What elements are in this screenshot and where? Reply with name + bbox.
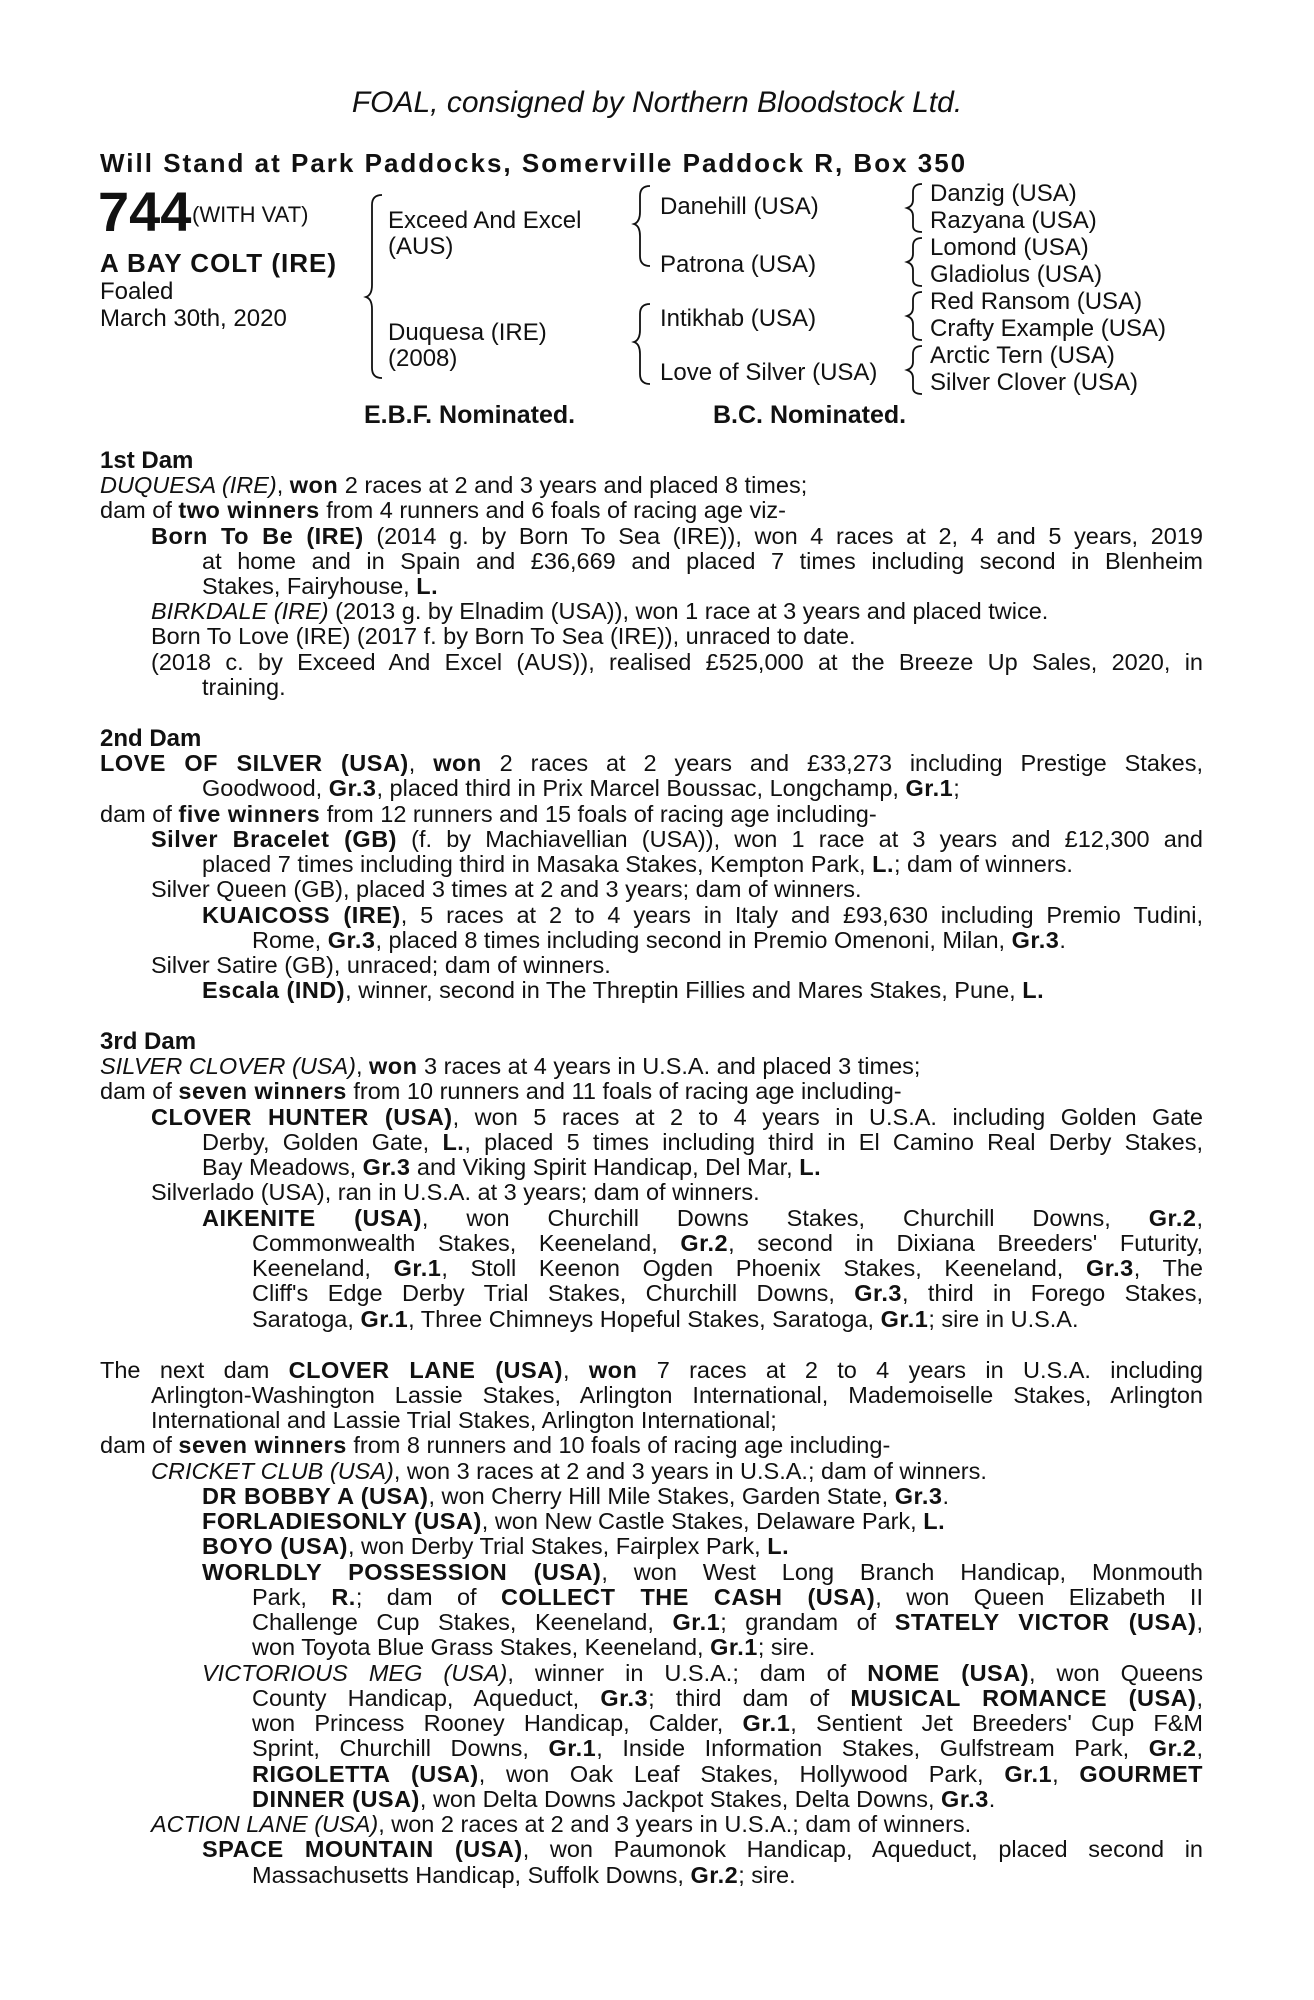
text-run: Silver Bracelet (GB) bbox=[151, 826, 398, 852]
text-run: , third in Forego Stakes, bbox=[902, 1280, 1203, 1306]
text-run: dam of bbox=[100, 1078, 179, 1104]
text-run: Gr.3 bbox=[1085, 1255, 1134, 1281]
text-run: Commonwealth Stakes, Keeneland, bbox=[252, 1230, 681, 1256]
text-run: ; bbox=[953, 775, 960, 801]
text-run: , won 3 races at 2 and 3 years in U.S.A.; dam of winners. bbox=[393, 1458, 987, 1484]
text-run: , won 5 races at 2 to 4 years in U.S.A. including Golden Gate bbox=[452, 1104, 1203, 1130]
text-run: GOURMET bbox=[1079, 1761, 1204, 1787]
ggp-2: Razyana (USA) bbox=[930, 207, 1097, 234]
text-run: dam of bbox=[100, 497, 179, 523]
text-run: 7 races at 2 to 4 years in U.S.A. including bbox=[637, 1357, 1204, 1383]
text-run: , placed third in Prix Marcel Boussac, Longchamp, bbox=[376, 775, 906, 801]
text-run: Challenge Cup Stakes, Keeneland, bbox=[252, 1609, 673, 1635]
text-run: , bbox=[1196, 1609, 1204, 1635]
progeny-line bbox=[252, 1762, 1203, 1787]
progeny-line bbox=[202, 1484, 949, 1509]
text-run: Silver Queen (GB), placed 3 times at 2 and 3 years; dam of winners. bbox=[151, 876, 862, 902]
sire-sire-name: Danehill (USA) bbox=[660, 193, 819, 220]
progeny-line bbox=[252, 1686, 1203, 1711]
text-run: Keeneland, bbox=[252, 1255, 394, 1281]
text-run: Gr.1 bbox=[1004, 1761, 1053, 1787]
progeny-line bbox=[151, 827, 1203, 852]
text-run: Gr.3 bbox=[362, 1154, 411, 1180]
text-run: L. bbox=[799, 1154, 822, 1180]
text-run: Gr.3 bbox=[941, 1786, 989, 1812]
text-run: Silverlado (USA), ran in U.S.A. at 3 years; dam of winners. bbox=[151, 1179, 760, 1205]
progeny-line bbox=[151, 624, 856, 649]
text-run: won bbox=[433, 750, 482, 776]
dam-line bbox=[202, 776, 960, 801]
sire-dam-name: Patrona (USA) bbox=[660, 251, 817, 278]
text-run: Cliff's Edge Derby Trial Stakes, Churchill Downs, bbox=[252, 1280, 855, 1306]
text-run: STATELY VICTOR (USA) bbox=[894, 1609, 1197, 1635]
text-run: Gr.3 bbox=[854, 1280, 902, 1306]
text-run: won bbox=[588, 1357, 638, 1383]
text-run: 3 races at 4 years in U.S.A. and placed 3 times; bbox=[417, 1053, 921, 1079]
dam-name: Duquesa (IRE) bbox=[388, 319, 547, 346]
text-run: Gr.3 bbox=[600, 1685, 649, 1711]
sire-country: (AUS) bbox=[388, 233, 454, 260]
text-run: Gr.2 bbox=[680, 1230, 729, 1256]
ggp-6: Crafty Example (USA) bbox=[930, 315, 1167, 342]
text-run: VICTORIOUS MEG (USA) bbox=[202, 1660, 508, 1686]
text-run: L. bbox=[1022, 977, 1045, 1003]
text-run: Massachusetts Handicap, Suffolk Downs, bbox=[252, 1862, 691, 1888]
text-run: Gr.2 bbox=[1148, 1735, 1197, 1761]
text-run: placed 7 times including third in Masaka Stakes, Kempton Park, bbox=[202, 851, 873, 877]
dam-line bbox=[100, 498, 786, 523]
text-run: , second in Dixiana Breeders' Futurity, bbox=[728, 1230, 1203, 1256]
text-run: Derby, Golden Gate, bbox=[202, 1129, 443, 1155]
ggp-7: Arctic Tern (USA) bbox=[930, 342, 1115, 369]
text-run: , won Oak Leaf Stakes, Hollywood Park, bbox=[478, 1761, 1005, 1787]
progeny-line bbox=[202, 1560, 1203, 1585]
progeny-line bbox=[151, 1812, 971, 1837]
text-run: won bbox=[289, 472, 339, 498]
section-heading-1st-dam: 1st Dam bbox=[100, 447, 194, 474]
text-run: BIRKDALE (IRE) bbox=[151, 598, 329, 624]
text-run: ; sire. bbox=[757, 1634, 816, 1660]
text-run: from 10 runners and 11 foals of racing age including- bbox=[346, 1078, 902, 1104]
ggp-5: Red Ransom (USA) bbox=[930, 288, 1143, 315]
dam-line bbox=[151, 1408, 777, 1433]
text-run: , won Cherry Hill Mile Stakes, Garden State, bbox=[428, 1483, 895, 1509]
text-run: , won Paumonok Handicap, Aqueduct, placed second in bbox=[522, 1836, 1203, 1862]
sire-name: Exceed And Excel bbox=[388, 207, 582, 234]
text-run: Born To Be (IRE) bbox=[151, 523, 364, 549]
text-run: MUSICAL ROMANCE (USA) bbox=[850, 1685, 1197, 1711]
text-run: DUQUESA (IRE) bbox=[100, 472, 277, 498]
dam-dam-name: Love of Silver (USA) bbox=[660, 359, 878, 386]
dam-line bbox=[100, 751, 1203, 776]
text-run: L. bbox=[442, 1129, 465, 1155]
text-run: and Viking Spirit Handicap, Del Mar, bbox=[410, 1154, 800, 1180]
text-run: Stakes, Fairyhouse, bbox=[202, 573, 417, 599]
progeny-line bbox=[202, 1130, 1203, 1155]
dam-line bbox=[100, 1358, 1203, 1383]
text-run: seven winners bbox=[178, 1432, 347, 1458]
text-run: Born To Love (IRE) (2017 f. by Born To Sea (IRE)), unraced to date. bbox=[151, 623, 856, 649]
dam-sire-name: Intikhab (USA) bbox=[660, 305, 817, 332]
text-run: Arlington-Washington Lassie Stakes, Arlington International, Mademoiselle Stakes, Arlington bbox=[151, 1382, 1203, 1408]
text-run: Gr.1 bbox=[905, 775, 954, 801]
text-run: NOME (USA) bbox=[867, 1660, 1030, 1686]
text-run: , won Derby Trial Stakes, Fairplex Park, bbox=[348, 1533, 768, 1559]
text-run: , won West Long Branch Handicap, Monmouth bbox=[601, 1559, 1203, 1585]
text-run: Gr.1 bbox=[880, 1306, 929, 1332]
progeny-line bbox=[151, 524, 1203, 549]
consignment-line: FOAL, consigned by Northern Bloodstock Ltd. bbox=[351, 86, 963, 119]
progeny-line bbox=[202, 1206, 1203, 1231]
text-run: AIKENITE (USA) bbox=[202, 1205, 422, 1231]
text-run: CLOVER LANE (USA) bbox=[288, 1357, 563, 1383]
text-run: , winner, second in The Threptin Fillies and Mares Stakes, Pune, bbox=[345, 977, 1023, 1003]
progeny-line bbox=[252, 1736, 1203, 1761]
text-run: Gr.2 bbox=[690, 1862, 739, 1888]
text-run: dam of bbox=[100, 1432, 179, 1458]
section-heading-2nd-dam: 2nd Dam bbox=[100, 725, 202, 752]
text-run: ; dam of winners. bbox=[893, 851, 1073, 877]
progeny-line bbox=[202, 978, 1044, 1003]
text-run: , placed 5 times including third in El Camino Real Derby Stakes, bbox=[464, 1129, 1204, 1155]
text-run: , placed 8 times including second in Premio Omenoni, Milan, bbox=[375, 927, 1012, 953]
text-run: , bbox=[355, 1053, 370, 1079]
text-run: KUAICOSS (IRE) bbox=[202, 902, 401, 928]
text-run: DR BOBBY A (USA) bbox=[202, 1483, 429, 1509]
progeny-line bbox=[252, 1281, 1203, 1306]
text-run: , bbox=[1052, 1761, 1080, 1787]
ggp-1: Danzig (USA) bbox=[930, 180, 1077, 207]
progeny-line bbox=[202, 1837, 1203, 1862]
progeny-line bbox=[252, 1256, 1203, 1281]
text-run: SPACE MOUNTAIN (USA) bbox=[202, 1836, 523, 1862]
dam-line bbox=[151, 1383, 1203, 1408]
progeny-line bbox=[252, 1231, 1203, 1256]
text-run: Rome, bbox=[252, 927, 328, 953]
text-run: . bbox=[1059, 927, 1066, 953]
progeny-line bbox=[252, 1635, 815, 1660]
text-run: Gr.1 bbox=[742, 1710, 791, 1736]
text-run: , bbox=[562, 1357, 589, 1383]
text-run: ; third dam of bbox=[648, 1685, 851, 1711]
text-run: , bbox=[1196, 1205, 1203, 1231]
progeny-line bbox=[252, 1711, 1203, 1736]
text-run: won Toyota Blue Grass Stakes, Keeneland, bbox=[252, 1634, 711, 1660]
text-run: won Princess Rooney Handicap, Calder, bbox=[252, 1710, 743, 1736]
text-run: CRICKET CLUB (USA) bbox=[151, 1458, 394, 1484]
progeny-line bbox=[252, 1307, 1079, 1332]
progeny-line bbox=[151, 650, 1203, 675]
ggp-4: Gladiolus (USA) bbox=[930, 261, 1103, 288]
text-run: International and Lassie Trial Stakes, Arlington International; bbox=[151, 1407, 777, 1433]
dam-line bbox=[100, 1054, 920, 1079]
progeny-line bbox=[252, 1787, 995, 1812]
text-run: , won 2 races at 2 and 3 years in U.S.A.; dam of winners. bbox=[378, 1811, 972, 1837]
text-run: , 5 races at 2 to 4 years in Italy and £93,630 including Premio Tudini, bbox=[400, 902, 1203, 928]
text-run: , bbox=[1196, 1735, 1203, 1761]
progeny-line bbox=[202, 852, 1073, 877]
text-run: Gr.1 bbox=[548, 1735, 597, 1761]
text-run: , The bbox=[1133, 1255, 1203, 1281]
progeny-line bbox=[202, 903, 1203, 928]
text-run: Gr.1 bbox=[710, 1634, 758, 1660]
progeny-line bbox=[202, 1155, 821, 1180]
text-run: RIGOLETTA (USA) bbox=[252, 1761, 479, 1787]
text-run: Gr.3 bbox=[1011, 927, 1060, 953]
dam-line bbox=[100, 1079, 902, 1104]
text-run: , Sentient Jet Breeders' Cup F&M bbox=[790, 1710, 1203, 1736]
text-run: L. bbox=[767, 1533, 790, 1559]
progeny-line bbox=[151, 1105, 1203, 1130]
foaled-date: March 30th, 2020 bbox=[100, 305, 287, 332]
progeny-line bbox=[252, 1585, 1203, 1610]
text-run: FORLADIESONLY (USA) bbox=[202, 1508, 482, 1534]
text-run: , won Queens bbox=[1029, 1660, 1203, 1686]
text-run: Park, bbox=[252, 1584, 332, 1610]
text-run: (2014 g. by Born To Sea (IRE)), won 4 races at 2, 4 and 5 years, 2019 bbox=[363, 523, 1203, 549]
text-run: Gr.1 bbox=[360, 1306, 409, 1332]
text-run: WORLDLY POSSESSION (USA) bbox=[202, 1559, 602, 1585]
progeny-line bbox=[151, 599, 1048, 624]
text-run: The next dam bbox=[100, 1357, 289, 1383]
progeny-line bbox=[202, 675, 286, 700]
progeny-line bbox=[151, 1180, 760, 1205]
text-run: Gr.3 bbox=[327, 927, 376, 953]
text-run: (2013 g. by Elnadim (USA)), won 1 race at 3 years and placed twice. bbox=[328, 598, 1049, 624]
text-run: (2018 c. by Exceed And Excel (AUS)), realised £525,000 at the Breeze Up Sales, 2020, in bbox=[151, 649, 1203, 675]
text-run: , bbox=[1196, 1685, 1203, 1711]
dam-year: (2008) bbox=[388, 345, 458, 372]
text-run: seven winners bbox=[178, 1078, 347, 1104]
text-run: L. bbox=[416, 573, 439, 599]
text-run: , won Delta Downs Jackpot Stakes, Delta Downs, bbox=[419, 1786, 942, 1812]
text-run: training. bbox=[202, 674, 286, 700]
text-run: , bbox=[276, 472, 290, 498]
text-run: Goodwood, bbox=[202, 775, 329, 801]
text-run: , Stoll Keenon Ogden Phoenix Stakes, Keeneland, bbox=[441, 1255, 1086, 1281]
text-run: L. bbox=[872, 851, 894, 877]
text-run: two winners bbox=[178, 497, 320, 523]
text-run: 2 races at 2 years and £33,273 including Prestige Stakes, bbox=[481, 750, 1204, 776]
text-run: from 4 runners and 6 foals of racing age viz- bbox=[319, 497, 786, 523]
bc-nominated: B.C. Nominated. bbox=[713, 401, 907, 429]
text-run: Silver Satire (GB), unraced; dam of winners. bbox=[151, 952, 611, 978]
stand-location: Will Stand at Park Paddocks, Somerville Paddock R, Box 350 bbox=[100, 148, 968, 178]
text-run: five winners bbox=[178, 801, 321, 827]
text-run: Gr.3 bbox=[894, 1483, 943, 1509]
text-run: L. bbox=[923, 1508, 946, 1534]
text-run: County Handicap, Aqueduct, bbox=[252, 1685, 601, 1711]
text-run: , bbox=[408, 750, 434, 776]
text-run: , won Churchill Downs Stakes, Churchill Downs, bbox=[421, 1205, 1149, 1231]
text-run: Gr.2 bbox=[1148, 1205, 1197, 1231]
text-run: BOYO (USA) bbox=[202, 1533, 348, 1559]
foaled-label: Foaled bbox=[100, 278, 174, 305]
text-run: DINNER (USA) bbox=[252, 1786, 420, 1812]
text-run: Gr.1 bbox=[393, 1255, 442, 1281]
progeny-line bbox=[151, 877, 862, 902]
text-run: ACTION LANE (USA) bbox=[151, 1811, 379, 1837]
progeny-line bbox=[202, 549, 1203, 574]
section-heading-3rd-dam: 3rd Dam bbox=[100, 1028, 197, 1055]
text-run: Escala (IND) bbox=[202, 977, 346, 1003]
text-run: , won Queen Elizabeth II bbox=[875, 1584, 1203, 1610]
text-run: . bbox=[988, 1786, 996, 1812]
text-run: . bbox=[942, 1483, 949, 1509]
text-run: SILVER CLOVER (USA) bbox=[100, 1053, 356, 1079]
progeny-line bbox=[151, 953, 611, 978]
dam-line bbox=[100, 1433, 890, 1458]
pedigree-brackets bbox=[0, 0, 1314, 420]
dam-line bbox=[100, 473, 807, 498]
text-run: from 12 runners and 15 foals of racing age including- bbox=[320, 801, 877, 827]
text-run: ; sire in U.S.A. bbox=[928, 1306, 1079, 1332]
progeny-line bbox=[202, 574, 438, 599]
progeny-line bbox=[252, 1610, 1203, 1635]
text-run: , won New Castle Stakes, Delaware Park, bbox=[481, 1508, 924, 1534]
ggp-8: Silver Clover (USA) bbox=[930, 369, 1139, 396]
ebf-nominated: E.B.F. Nominated. bbox=[364, 401, 576, 429]
ggp-3: Lomond (USA) bbox=[930, 234, 1089, 261]
text-run: Bay Meadows, bbox=[202, 1154, 363, 1180]
text-run: COLLECT THE CASH (USA) bbox=[501, 1584, 876, 1610]
text-run: 2 races at 2 and 3 years and placed 8 times; bbox=[338, 472, 808, 498]
text-run: ; sire. bbox=[738, 1862, 796, 1888]
text-run: Gr.1 bbox=[672, 1609, 721, 1635]
dam-line bbox=[100, 802, 877, 827]
text-run: Gr.3 bbox=[328, 775, 377, 801]
text-run: Sprint, Churchill Downs, bbox=[252, 1735, 549, 1761]
text-run: R. bbox=[331, 1584, 356, 1610]
text-run: won bbox=[369, 1053, 418, 1079]
text-run: (f. by Machiavellian (USA)), won 1 race at 3 years and £12,300 and bbox=[397, 826, 1203, 852]
text-run: ; dam of bbox=[355, 1584, 502, 1610]
text-run: at home and in Spain and £36,669 and placed 7 times including second in Blenheim bbox=[202, 548, 1203, 574]
lot-description: A BAY COLT (IRE) bbox=[100, 248, 338, 278]
text-run: Saratoga, bbox=[252, 1306, 361, 1332]
progeny-line bbox=[252, 1863, 796, 1888]
progeny-line bbox=[252, 928, 1066, 953]
text-run: , Three Chimneys Hopeful Stakes, Saratoga, bbox=[408, 1306, 881, 1332]
text-run: dam of bbox=[100, 801, 179, 827]
progeny-line bbox=[202, 1661, 1203, 1686]
vat-note: (WITH VAT) bbox=[192, 202, 309, 227]
text-run: CLOVER HUNTER (USA) bbox=[151, 1104, 453, 1130]
lot-number: 744 bbox=[98, 180, 192, 243]
progeny-line bbox=[151, 1459, 987, 1484]
text-run: ; grandam of bbox=[720, 1609, 895, 1635]
text-run: from 8 runners and 10 foals of racing age including- bbox=[346, 1432, 891, 1458]
text-run: , Inside Information Stakes, Gulfstream Park, bbox=[596, 1735, 1149, 1761]
progeny-line bbox=[202, 1534, 789, 1559]
progeny-line bbox=[202, 1509, 945, 1534]
text-run: LOVE OF SILVER (USA) bbox=[100, 750, 409, 776]
text-run: , winner in U.S.A.; dam of bbox=[507, 1660, 868, 1686]
